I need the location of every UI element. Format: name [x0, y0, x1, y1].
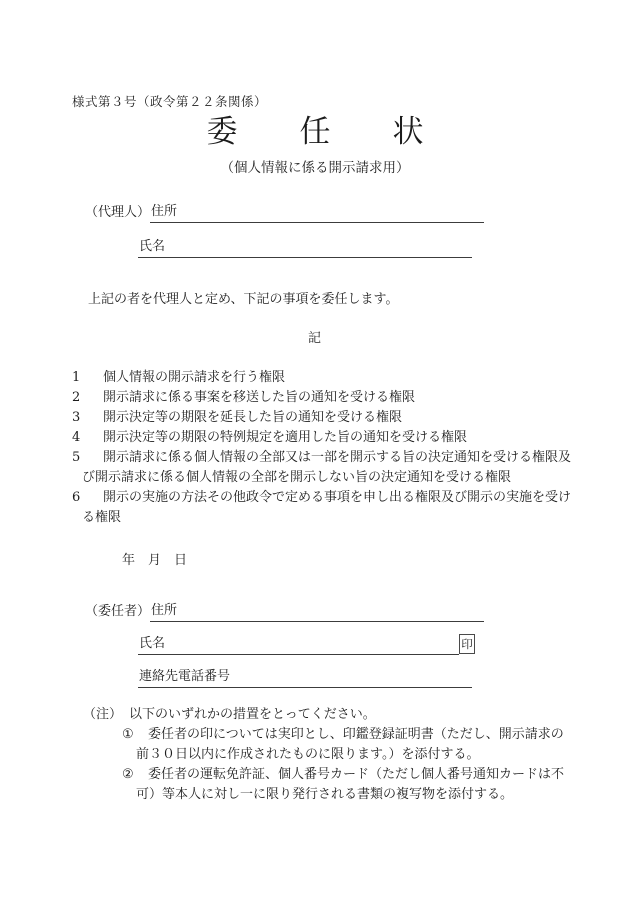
principal-label-spacer: [85, 652, 138, 655]
notes-list: [122, 725, 565, 805]
principal-section: [85, 601, 484, 688]
notes-label: （注）: [83, 707, 123, 722]
principal-address-field[interactable]: 住所: [150, 599, 484, 622]
seal-placeholder-box: 印: [459, 634, 475, 654]
item-number: 1: [72, 370, 81, 385]
principal-phone-row: [85, 667, 484, 688]
agent-section: [85, 202, 484, 258]
delegated-item-4: [72, 428, 578, 448]
item-text: 開示請求に係る事案を移送した旨の通知を受ける権限: [103, 390, 416, 405]
notes-heading-row: [83, 705, 565, 725]
agent-address-row: [85, 202, 484, 223]
principal-name-row: [85, 634, 484, 655]
note-text: 委任者の運転免許証、個人番号カード（ただし個人番号通知カードは不可）等本人に対し一に限り発行される書類の複写物を添付する。: [136, 767, 565, 802]
principal-name-field[interactable]: 氏名: [138, 632, 459, 655]
agent-name-row: [85, 237, 484, 258]
document-title: 委 任 状: [206, 114, 424, 150]
agent-label: （代理人）: [85, 205, 151, 220]
item-number: 3: [72, 410, 81, 425]
date-field[interactable]: 年 月 日: [122, 553, 188, 568]
declaration-sentence: 上記の者を代理人と定め、下記の事項を委任します。: [88, 292, 399, 307]
agent-label-spacer: [85, 255, 138, 258]
item-text: 開示決定等の期限を延長した旨の通知を受ける権限: [103, 410, 403, 425]
item-number: 2: [72, 390, 81, 405]
item-text: 開示の実施の方法その他政令で定める事項を申し出る権限及び開示の実施を受ける権限: [82, 490, 572, 525]
item-text: 個人情報の開示請求を行う権限: [103, 370, 286, 385]
item-number: 4: [72, 430, 81, 445]
item-number: 6: [72, 490, 81, 505]
note-item-2: [122, 765, 565, 805]
item-text: 開示請求に係る個人情報の全部又は一部を開示する旨の決定通知を受ける権限及び開示請求に係る個人情報の全部を開示しない旨の決定通知を受ける権限: [82, 450, 572, 485]
document-subtitle: （個人情報に係る開示請求用）: [220, 160, 410, 176]
item-text: 開示決定等の期限の特例規定を適用した旨の通知を受ける権限: [103, 430, 468, 445]
delegated-item-6: [72, 488, 578, 528]
delegated-item-1: [72, 368, 578, 388]
delegated-item-3: [72, 408, 578, 428]
note-number: ②: [122, 767, 134, 782]
item-number: 5: [72, 450, 81, 465]
notes-heading: 以下のいずれかの措置をとってください。: [129, 707, 376, 722]
note-item-1: [122, 725, 565, 765]
principal-label-spacer: [85, 685, 138, 688]
principal-phone-field[interactable]: 連絡先電話番号: [138, 665, 472, 688]
delegated-item-5: [72, 448, 578, 488]
delegated-items-list: [72, 368, 578, 528]
principal-address-row: [85, 601, 484, 622]
agent-address-field[interactable]: 住所: [150, 200, 484, 223]
note-text: 委任者の印については実印とし、印鑑登録証明書（ただし、開示請求の前３０日以内に作成されたものに限ります。）を添付する。: [136, 727, 564, 762]
principal-label: （委任者）: [85, 604, 151, 619]
notes-section: [83, 705, 565, 805]
section-marker: 記: [307, 331, 322, 346]
agent-name-field[interactable]: 氏名: [138, 235, 472, 258]
note-number: ①: [122, 727, 134, 742]
delegated-item-2: [72, 388, 578, 408]
form-number: 様式第３号（政令第２２条関係）: [72, 94, 268, 109]
